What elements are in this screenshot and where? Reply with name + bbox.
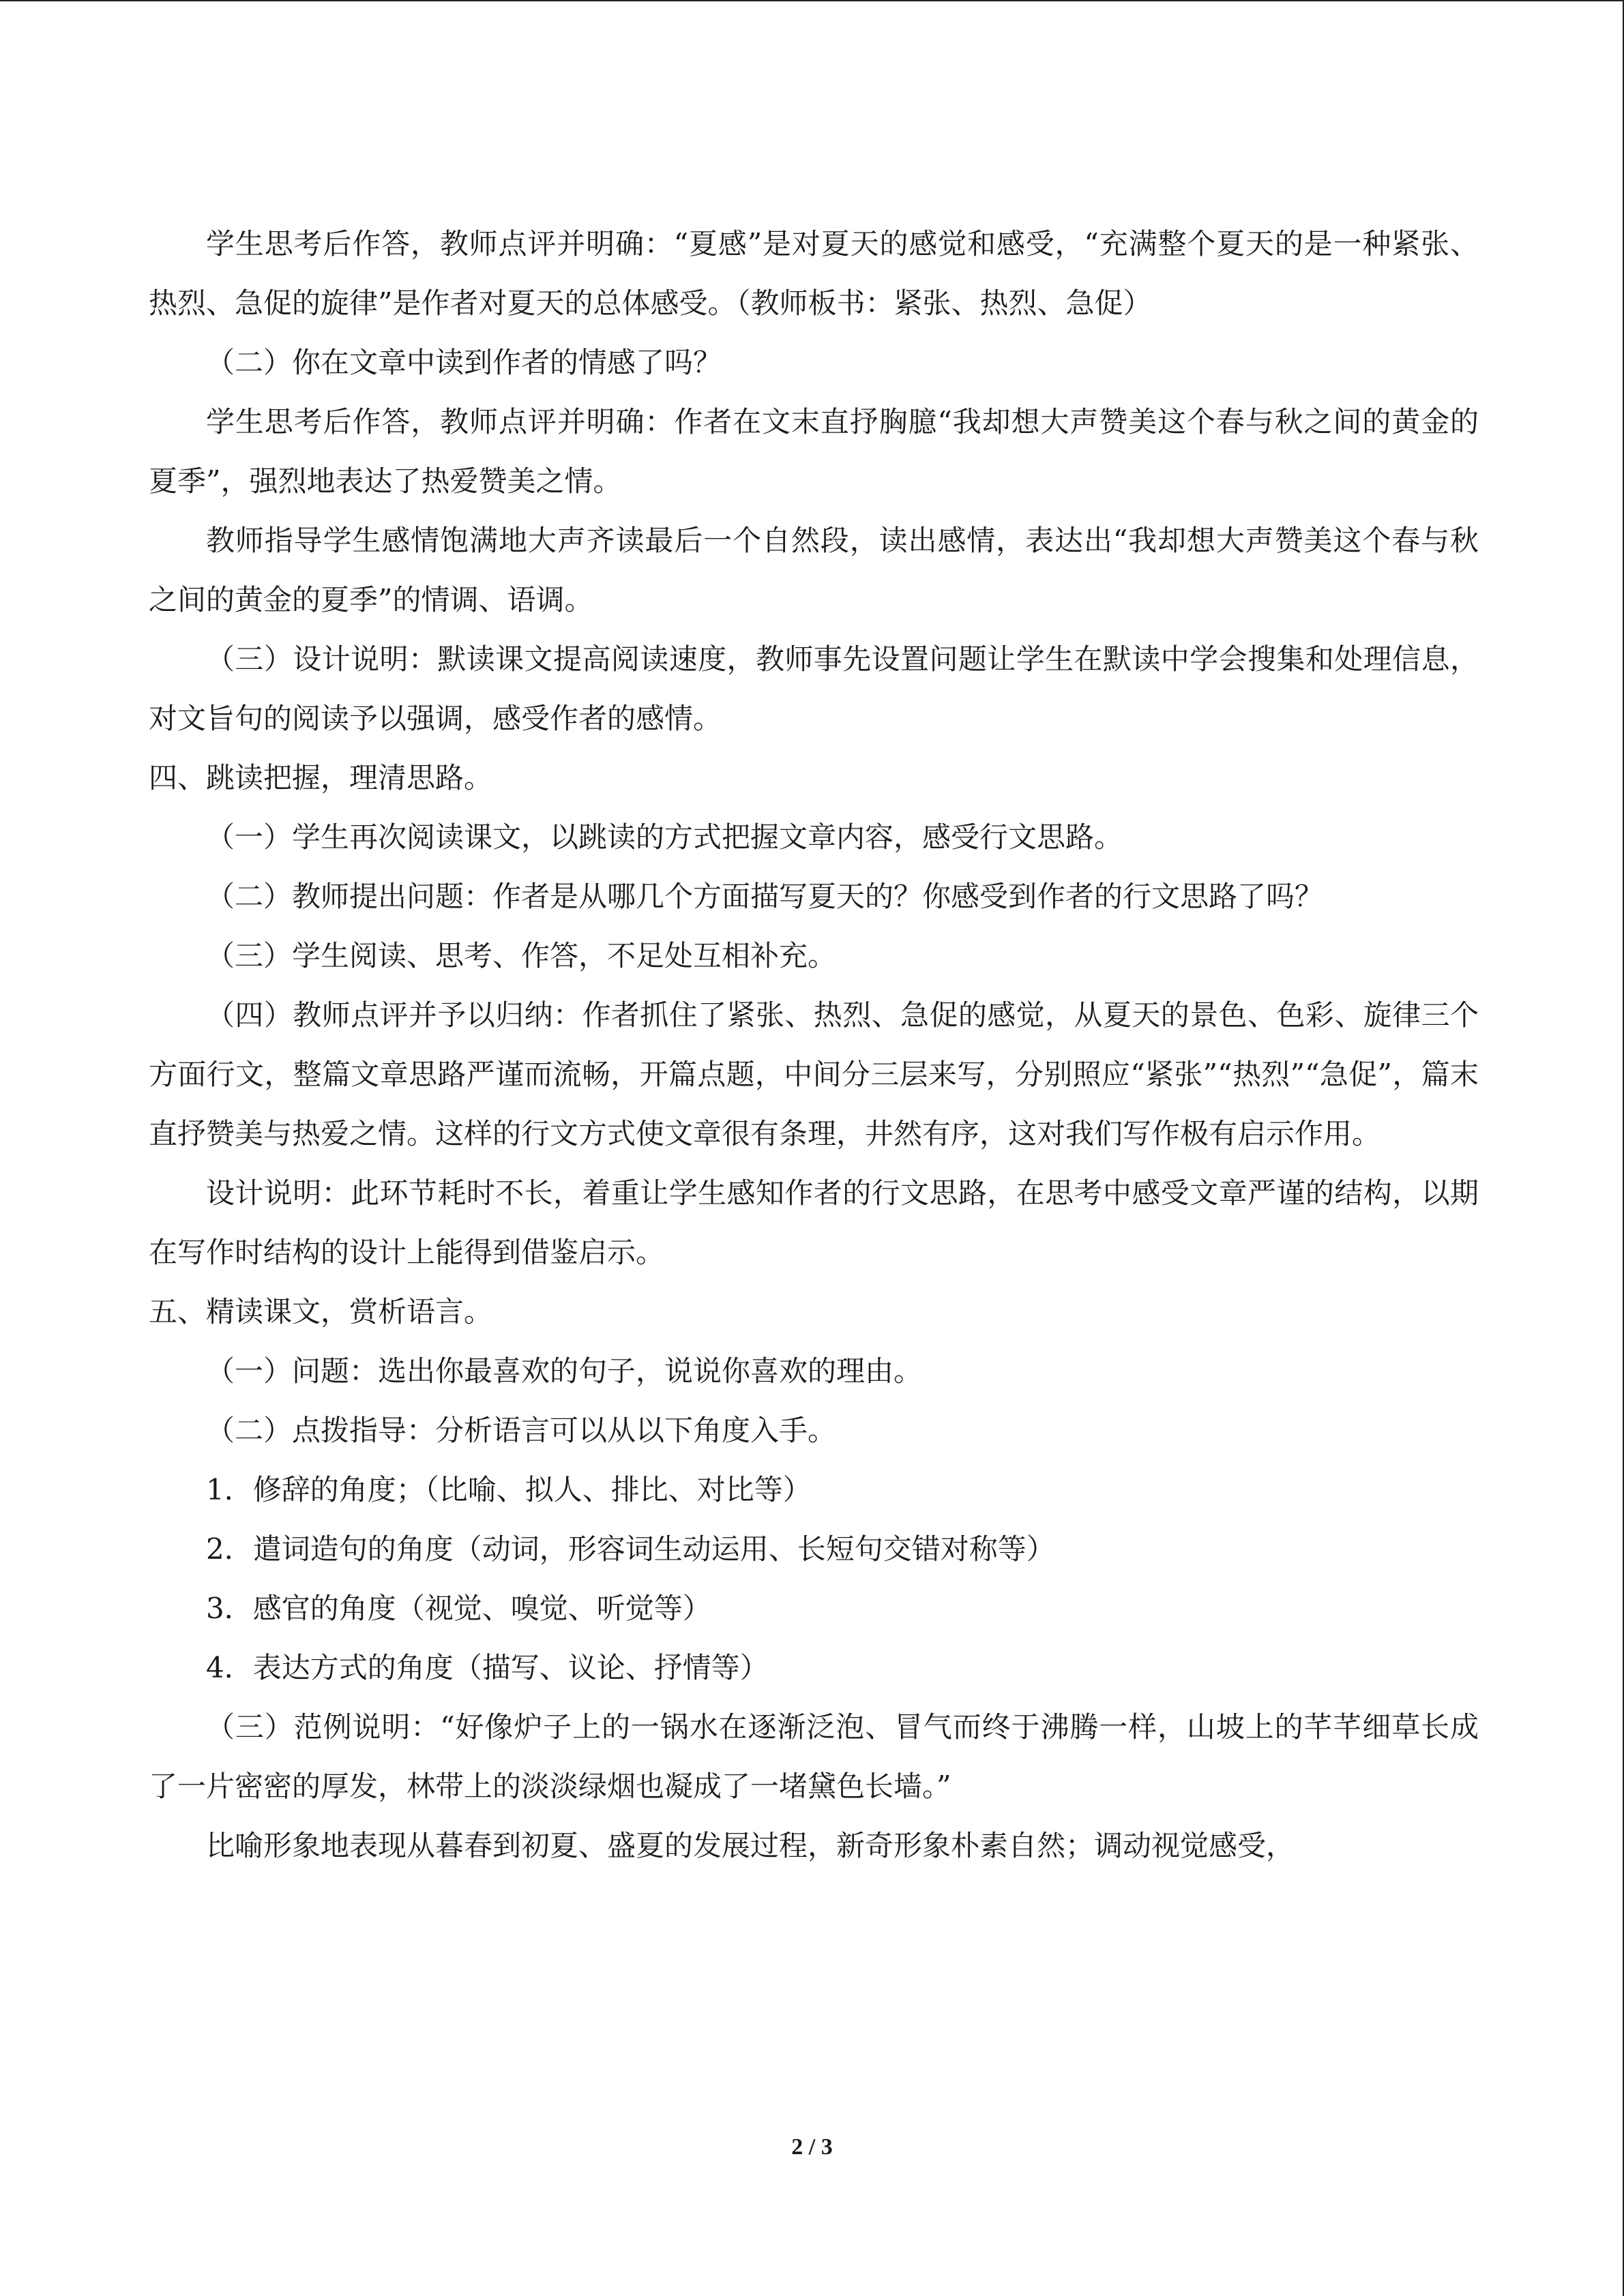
paragraph-reading-guidance: 教师指导学生感情饱满地大声齐读最后一个自然段，读出感情，表达出“我却想大声赞美这个春与秋之间的黄金的夏季”的情调、语调。 bbox=[149, 524, 1479, 616]
document-body bbox=[149, 214, 1479, 1875]
paragraph-guidance: （二）点拨指导：分析语言可以从以下角度入手。 bbox=[206, 1414, 837, 1447]
paragraph-answer-emotion: 学生思考后作答，教师点评并明确：作者在文末直抒胸臆“我却想大声赞美这个春与秋之间的黄金的夏季”，强烈地表达了热爱赞美之情。 bbox=[149, 405, 1479, 498]
paragraph-favorite-sentence: （一）问题：选出你最喜欢的句子，说说你喜欢的理由。 bbox=[206, 1354, 923, 1388]
paragraph-design-note: 设计说明：此环节耗时不长，着重让学生感知作者的行文思路，在思考中感受文章严谨的结构，以期在写作时结构的设计上能得到借鉴启示。 bbox=[149, 1176, 1479, 1269]
paragraph-teacher-question: （二）教师提出问题：作者是从哪几个方面描写夏天的？你感受到作者的行文思路了吗？ bbox=[206, 880, 1324, 913]
paragraph-question-two: （二）你在文章中读到作者的情感了吗？ bbox=[206, 346, 722, 379]
paragraph-example: （三）范例说明：“好像炉子上的一锅水在逐渐泛泡、冒气而终于沸腾一样，山坡上的芊芊细草长成了一片密密的厚发，林带上的淡淡绿烟也凝成了一堵黛色长墙。” bbox=[149, 1710, 1479, 1803]
section-heading-four: 四、跳读把握，理清思路。 bbox=[149, 761, 493, 794]
paragraph-design-note-three: （三）设计说明：默读课文提高阅读速度，教师事先设置问题让学生在默读中学会搜集和处理信息，对文旨句的阅读予以强调，感受作者的感情。 bbox=[149, 642, 1479, 735]
section-heading-five: 五、精读课文，赏析语言。 bbox=[149, 1295, 493, 1328]
paragraph-answer-summer-feeling: 学生思考后作答，教师点评并明确：“夏感”是对夏天的感觉和感受，“充满整个夏天的是一种紧张、热烈、急促的旋律”是作者对夏天的总体感受。（教师板书：紧张、热烈、急促） bbox=[149, 227, 1479, 320]
list-item-expression: 4．表达方式的角度（描写、议论、抒情等） bbox=[206, 1651, 769, 1684]
page-number: 2 / 3 bbox=[791, 2134, 833, 2160]
paragraph-analysis: 比喻形象地表现从暮春到初夏、盛夏的发展过程，新奇形象朴素自然；调动视觉感受， bbox=[206, 1829, 1295, 1862]
list-item-wording: 2．遣词造句的角度（动词，形容词生动运用、长短句交错对称等） bbox=[206, 1532, 1055, 1566]
paragraph-skim-reading: （一）学生再次阅读课文，以跳读的方式把握文章内容，感受行文思路。 bbox=[206, 820, 1123, 854]
list-item-senses: 3．感官的角度（视觉、嗅觉、听觉等） bbox=[206, 1592, 711, 1625]
paragraph-student-response: （三）学生阅读、思考、作答，不足处互相补充。 bbox=[206, 939, 837, 972]
paragraph-teacher-summary: （四）教师点评并予以归纳：作者抓住了紧张、热烈、急促的感觉，从夏天的景色、色彩、旋律三个方面行文，整篇文章思路严谨而流畅，开篇点题，中间分三层来写，分别照应“紧张”“热烈”“急促”，篇末直抒赞美与热爱之情。这样的行文方式使文章很有条理，井然有序，这对我们写作极有启示作用。 bbox=[149, 998, 1479, 1150]
list-item-rhetoric: 1．修辞的角度；（比喻、拟人、排比、对比等） bbox=[206, 1473, 812, 1506]
